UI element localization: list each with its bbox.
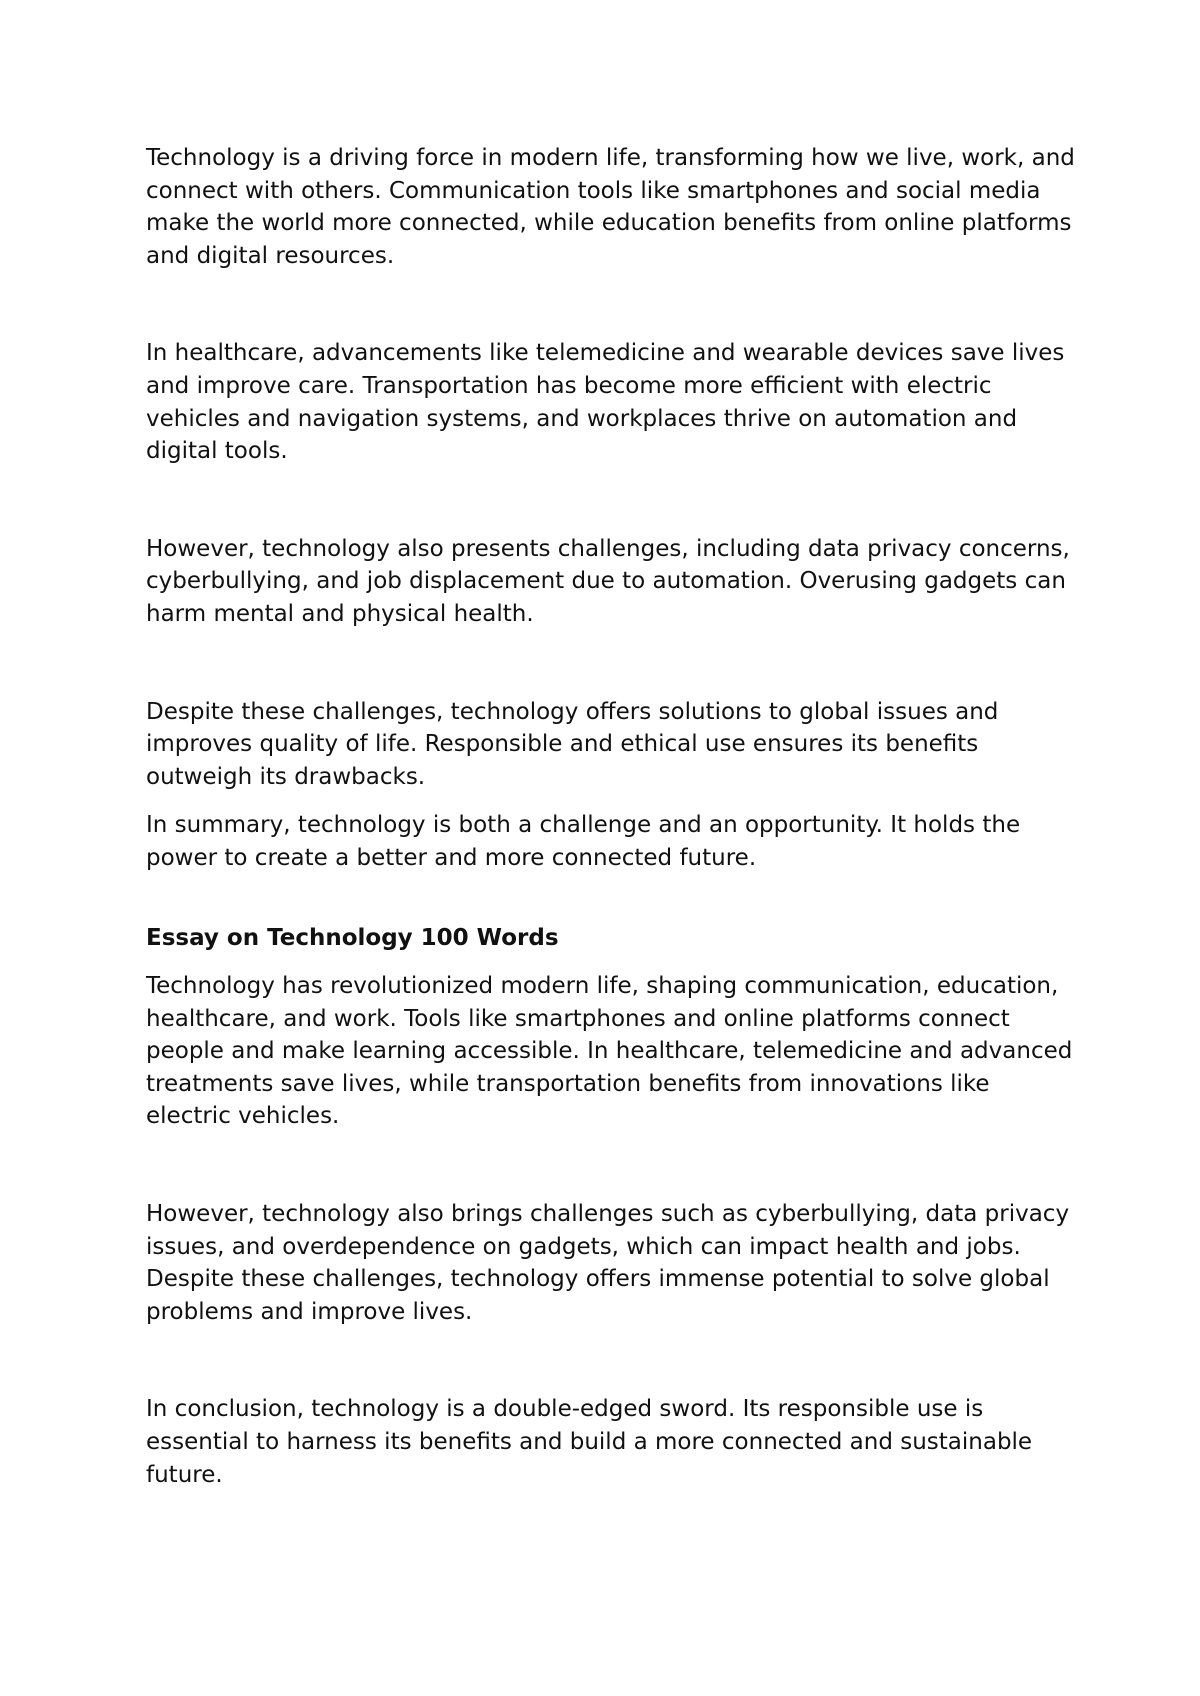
paragraph-solutions: Despite these challenges, technology offers solutions to global issues and improves quality of life. Responsible and ethical use ensures its benefits outweigh its drawbacks.: [146, 698, 999, 790]
paragraph-challenges: However, technology also presents challenges, including data privacy concerns, cyberbullying, and job displacement due to automation. Overusing gadgets can harm mental and physical health.: [146, 535, 1070, 627]
paragraph-intro: Technology is a driving force in modern life, transforming how we live, work, and connect with others. Communication tools like smartphones and social media make the world more connected, while education benefits from online platforms and digital resources.: [146, 145, 1075, 269]
section-paragraph-intro: Technology has revolutionized modern life, shaping communication, education, healthcare, and work. Tools like smartphones and online platforms connect people and make learning accessible. In healthcare, telemedicine and advanced treatments save lives, while transportation benefits from innovations like electric vehicles.: [146, 973, 1073, 1130]
document-body: [146, 142, 1076, 1491]
section-paragraph-conclusion: In conclusion, technology is a double-edged sword. Its responsible use is essential to harness its benefits and build a more connected and sustainable future.: [146, 1396, 1033, 1488]
section-heading: Essay on Technology 100 Words: [146, 924, 559, 951]
paragraph-summary: In summary, technology is both a challenge and an opportunity. It holds the power to create a better and more connected future.: [146, 812, 1021, 871]
paragraph-healthcare: In healthcare, advancements like telemedicine and wearable devices save lives and improve care. Transportation has become more efficient with electric vehicles and navigation systems, and workplaces thrive on automation and digital tools.: [146, 340, 1065, 465]
section-paragraph-challenges: However, technology also brings challenges such as cyberbullying, data privacy issues, and overdependence on gadgets, which can impact health and jobs. Despite these challenges, technology offers immense potential to solve global problems and improve lives.: [146, 1201, 1070, 1325]
